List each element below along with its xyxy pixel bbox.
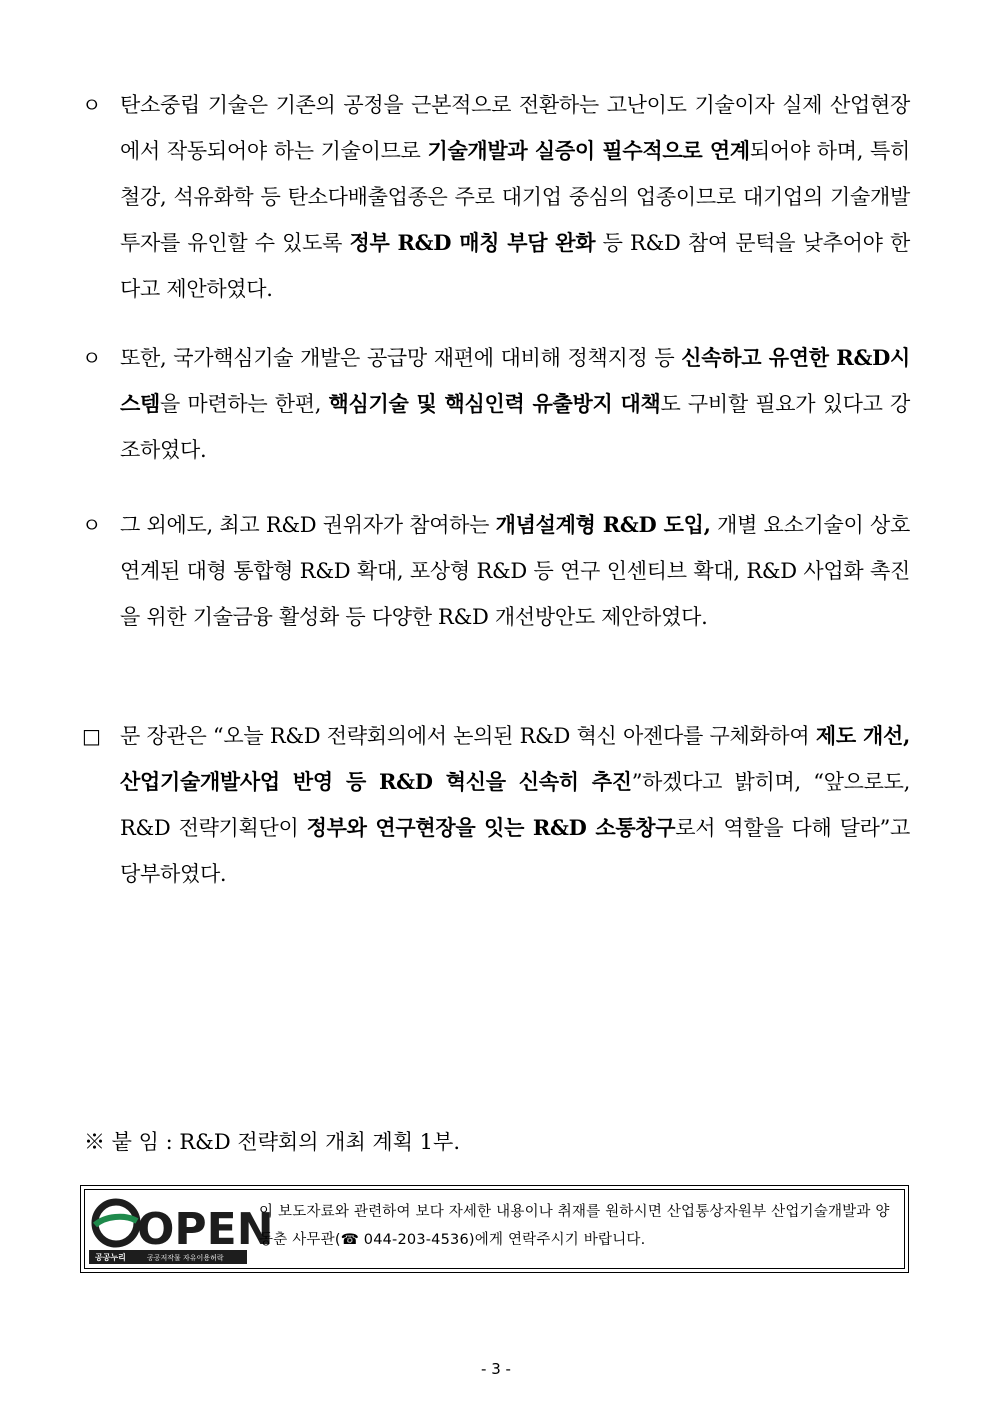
- open-notice-text: 이 보도자료와 관련하여 보다 자세한 내용이나 취재를 원하시면 산업통상자원부 산업기술개발과 양동춘 사무관(☎ 044-203-4536)에게 연락주시기 바랍니다.: [259, 1204, 890, 1248]
- logo-word: OPEN: [137, 1204, 274, 1255]
- logo-caption-left: 공공누리: [95, 1253, 126, 1262]
- bold-segment: 정부 R&D 매칭 부담 완화: [349, 230, 596, 255]
- logo-caption-right: 공공저작물 자유이용허락: [147, 1254, 224, 1262]
- attachment-note: ※ 붙 임 : R&D 전략회의 개최 계획 1부.: [84, 1130, 460, 1154]
- bold-segment: 신속하고 유연한 R&D시스템: [120, 345, 910, 416]
- bold-segment: 정부와 연구현장을 잇는 R&D 소통창구: [306, 815, 676, 840]
- text-segment: 그 외에도, 최고 R&D 권위자가 참여하는: [120, 513, 496, 537]
- paragraph-text: [120, 335, 910, 473]
- text-segment: ”하겠다고 밝히며, “앞으로도, R&D 전략기획단이: [120, 770, 910, 840]
- text-segment: 도 구비할 필요가 있다고 강조하였다.: [120, 392, 910, 462]
- text-segment: 탄소중립 기술은 기존의 공정을 근본적으로 전환하는 고난이도 기술이자 실제 산업현장에서 작동되어야 하는 기술이므로: [120, 93, 910, 163]
- bold-segment: 기술개발과 실증이 필수적으로 연계: [427, 138, 750, 163]
- page-number: - 3 -: [481, 1360, 511, 1378]
- text-segment: 문 장관은 “오늘 R&D 전략회의에서 논의된 R&D 혁신 아젠다를 구체화하여: [120, 724, 816, 748]
- bold-segment: 개념설계형 R&D 도입,: [495, 512, 711, 537]
- text-segment: 로서 역할을 다해 달라”고 당부하였다.: [120, 816, 910, 886]
- text-segment: 되어야 하며, 특히 철강, 석유화학 등 탄소다배출업종은 주로 대기업 중심의 업종이므로 대기업의 기술개발 투자를 유인할 수 있도록: [120, 139, 910, 255]
- paragraph-core-tech: [82, 335, 910, 473]
- text-segment: 또한, 국가핵심기술 개발은 공급망 재편에 대비해 정책지정 등: [120, 346, 682, 370]
- bullet-square: □: [82, 724, 101, 748]
- bullet-circle: ㅇ: [82, 93, 102, 117]
- bullet-circle: ㅇ: [82, 346, 102, 370]
- text-segment: 등 R&D 참여 문턱을 낮추어야 한다고 제안하였다.: [120, 231, 910, 301]
- text-segment: 을 마련하는 한편,: [159, 392, 329, 416]
- paragraph-text: [120, 502, 910, 640]
- paragraph-minister: [82, 713, 910, 897]
- bold-segment: 제도 개선, 산업기술개발사업 반영 등 R&D 혁신을 신속히 추진: [120, 723, 910, 794]
- bullet-circle: ㅇ: [82, 513, 102, 537]
- paragraph-text: [120, 713, 910, 897]
- paragraph-improvements: [82, 502, 910, 640]
- open-notice-box: [80, 1185, 909, 1273]
- open-license-logo: [89, 1194, 274, 1266]
- paragraph-tech-demo: [82, 82, 910, 312]
- text-segment: 개별 요소기술이 상호 연계된 대형 통합형 R&D 확대, 포상형 R&D 등 연구 인센티브 확대, R&D 사업화 촉진을 위한 기술금융 활성화 등 다양한 R&D 개선방안도 제안하였다.: [120, 513, 910, 629]
- bold-segment: 핵심기술 및 핵심인력 유출방지 대책: [328, 391, 661, 416]
- paragraph-text: [120, 82, 910, 312]
